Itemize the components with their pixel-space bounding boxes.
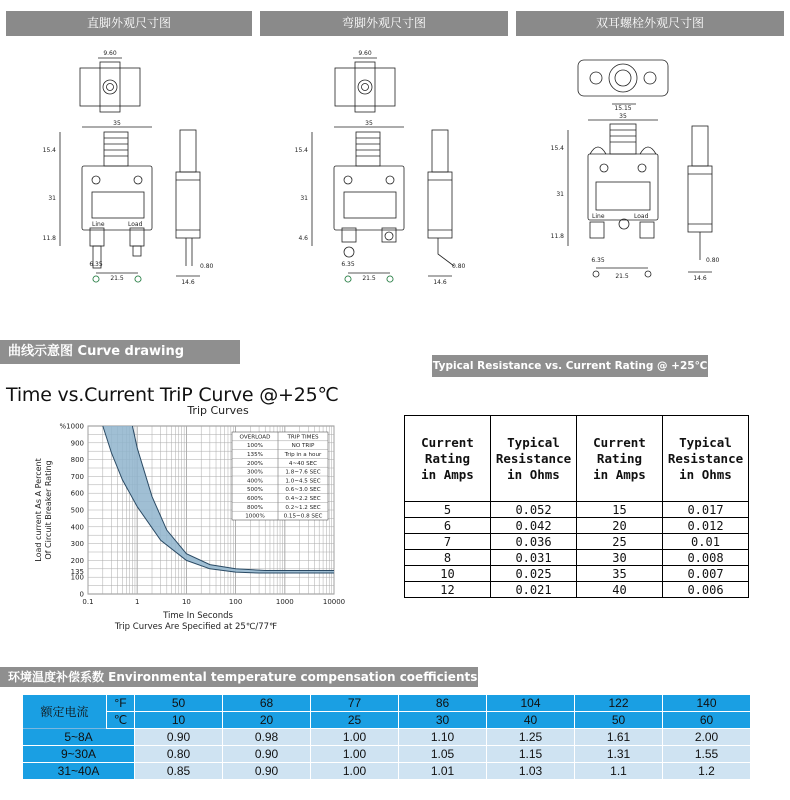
table-cell: 5 — [405, 502, 491, 518]
dim-label: 14.6 — [181, 279, 195, 286]
dim-label: 4.6 — [298, 235, 308, 242]
dim-label: 21.5 — [362, 275, 376, 282]
table-cell: 40 — [577, 582, 663, 598]
trip-time-cell: 0.6~3.0 SEC — [285, 487, 321, 494]
table-cell: 0.021 — [491, 582, 577, 598]
env-row-fahrenheit — [23, 695, 751, 712]
x-tick-label: 1000 — [275, 598, 294, 606]
dim-label: 15.4 — [294, 147, 308, 154]
drawing-straight — [60, 58, 200, 282]
header-cell: Typical Resistance in Ohms — [663, 416, 749, 502]
table-cell: 68 — [223, 695, 311, 712]
table-cell: 30 — [399, 712, 487, 729]
trip-time-cell: 0.15~0.8 SEC — [283, 513, 323, 520]
table-cell: 0.012 — [663, 518, 749, 534]
y-tick-label: 900 — [70, 439, 84, 448]
dim-label: 15.4 — [550, 145, 564, 152]
table-cell: 1.00 — [311, 746, 399, 763]
dim-label: 0.80 — [706, 257, 720, 264]
header-cell: Current Rating in Amps — [577, 416, 663, 502]
unit-c: ℃ — [107, 712, 135, 729]
table-cell: 30 — [577, 550, 663, 566]
overload-cell: OVERLOAD — [239, 434, 271, 441]
dim-label: 35 — [619, 113, 627, 120]
env-row-celsius — [23, 712, 751, 729]
table-cell: 0.007 — [663, 566, 749, 582]
table-cell: 0.031 — [491, 550, 577, 566]
table-cell: 35 — [577, 566, 663, 582]
unit-f: °F — [107, 695, 135, 712]
y-tick-label: 135 — [70, 567, 84, 576]
row-label: 5~8A — [23, 729, 135, 746]
dim-label: 6.35 — [591, 257, 605, 264]
dim-label: 14.6 — [433, 279, 447, 286]
table-cell: 86 — [399, 695, 487, 712]
trip-curve-chart — [0, 402, 395, 642]
table-cell: 60 — [663, 712, 751, 729]
row-label: 31~40A — [23, 763, 135, 780]
dim-label: 6.35 — [341, 261, 355, 268]
table-cell: 1.25 — [487, 729, 575, 746]
dim-label: 9.60 — [358, 50, 372, 57]
header-bolt-ears: 双耳螺栓外观尺寸图 — [516, 11, 784, 36]
env-section-label: 环境温度补偿系数 Environmental temperature compensation coefficients — [0, 667, 478, 687]
y-tick-label: 300 — [70, 540, 84, 549]
table-row — [405, 534, 749, 550]
drawing-bent — [312, 58, 454, 282]
overload-cell: 135% — [247, 452, 263, 458]
load-label: Load — [128, 221, 143, 228]
dim-label: 0.80 — [452, 263, 466, 270]
table-cell: 25 — [577, 534, 663, 550]
overload-cell: 1000% — [245, 513, 265, 520]
table-cell: 0.85 — [135, 763, 223, 780]
table-cell: 1.10 — [399, 729, 487, 746]
trip-curve-svg — [0, 402, 395, 642]
dim-label: 15.15 — [614, 105, 632, 112]
y-tick-label: 100 — [70, 573, 84, 582]
line-label: Line — [592, 213, 605, 220]
table-cell: 0.017 — [663, 502, 749, 518]
table-cell: 1.61 — [575, 729, 663, 746]
overload-cell: 800% — [247, 504, 263, 511]
table-row — [405, 582, 749, 598]
overload-cell: 200% — [247, 460, 263, 467]
dim-label: 21.5 — [615, 273, 629, 280]
table-cell: 6 — [405, 518, 491, 534]
table-cell: 7 — [405, 534, 491, 550]
resistance-title: Typical Resistance vs. Current Rating @ +25℃ — [432, 355, 708, 377]
table-row — [23, 746, 751, 763]
table-cell: 50 — [135, 695, 223, 712]
table-cell: 50 — [575, 712, 663, 729]
table-cell: 0.025 — [491, 566, 577, 582]
x-tick-label: 1 — [134, 598, 140, 606]
table-cell: 140 — [663, 695, 751, 712]
dim-label: 15.4 — [42, 147, 56, 154]
table-cell: 0.008 — [663, 550, 749, 566]
y-tick-label: 600 — [70, 489, 84, 498]
dim-label: 11.8 — [550, 233, 564, 240]
row-label: 9~30A — [23, 746, 135, 763]
overload-cell: 400% — [247, 478, 263, 485]
table-row — [405, 566, 749, 582]
table-cell: 15 — [577, 502, 663, 518]
table-cell: 10 — [135, 712, 223, 729]
chart-note: Trip Curves Are Specified at 25℃/77℉ — [114, 622, 278, 632]
header-cell: Typical Resistance in Ohms — [491, 416, 577, 502]
x-tick-label: 10000 — [322, 598, 346, 606]
table-cell: 0.01 — [663, 534, 749, 550]
table-cell: 8 — [405, 550, 491, 566]
chart-title: Time vs.Current TriP Curve @+25℃ — [6, 384, 339, 406]
y-tick-label: 0 — [79, 590, 84, 599]
table-cell: 1.05 — [399, 746, 487, 763]
table-cell: 1.00 — [311, 729, 399, 746]
table-cell: 1.00 — [311, 763, 399, 780]
trip-time-cell: NO TRIP — [291, 443, 315, 450]
table-cell: 1.55 — [663, 746, 751, 763]
overload-cell: 500% — [247, 487, 263, 494]
table-cell: 10 — [405, 566, 491, 582]
table-cell: 0.90 — [223, 746, 311, 763]
trip-time-cell: TRIP TIMES — [287, 434, 319, 441]
table-cell: 0.80 — [135, 746, 223, 763]
table-cell: 25 — [311, 712, 399, 729]
polarity-markers — [93, 276, 393, 282]
table-cell: 0.006 — [663, 582, 749, 598]
header-straight-pins: 直脚外观尺寸图 — [6, 11, 252, 36]
table-cell: 20 — [223, 712, 311, 729]
trip-time-cell: 4~40 SEC — [288, 460, 318, 467]
resistance-table — [404, 415, 749, 598]
y-tick-label: %1000 — [59, 422, 84, 431]
y-tick-label: 200 — [70, 556, 84, 565]
table-cell: 12 — [405, 582, 491, 598]
chart-subtitle: Trip Curves — [187, 404, 249, 417]
x-tick-label: 0.1 — [82, 598, 94, 606]
dim-label: 31 — [300, 195, 308, 202]
dim-label: 31 — [48, 195, 56, 202]
table-row — [405, 518, 749, 534]
table-row — [405, 550, 749, 566]
dim-label: 14.6 — [693, 275, 707, 282]
dim-label: 11.8 — [42, 235, 56, 242]
trip-time-cell: 1.8~7.6 SEC — [285, 469, 321, 476]
env-table — [22, 694, 751, 780]
table-cell: 1.1 — [575, 763, 663, 780]
table-cell: 0.042 — [491, 518, 577, 534]
dimension-drawings — [0, 40, 790, 290]
table-cell: 1.01 — [399, 763, 487, 780]
overload-cell: 100% — [247, 443, 263, 450]
table-cell: 77 — [311, 695, 399, 712]
x-axis-label: Time In Seconds — [163, 611, 233, 621]
table-cell: 1.2 — [663, 763, 751, 780]
table-row — [23, 763, 751, 780]
dim-label: 35 — [365, 120, 373, 127]
dim-label: 31 — [556, 191, 564, 198]
header-bent-pins: 弯脚外观尺寸图 — [260, 11, 508, 36]
x-tick-label: 10 — [181, 598, 191, 606]
table-cell: 20 — [577, 518, 663, 534]
overload-cell: 600% — [247, 496, 263, 502]
y-axis-label: Load current As A PercentOf Circuit Breaker Rating — [34, 458, 53, 562]
y-tick-label: 700 — [70, 472, 84, 481]
table-cell: 2.00 — [663, 729, 751, 746]
table-cell: 0.98 — [223, 729, 311, 746]
table-cell: 1.15 — [487, 746, 575, 763]
overload-cell: 300% — [247, 469, 263, 476]
table-cell: 0.90 — [223, 763, 311, 780]
table-cell: 0.052 — [491, 502, 577, 518]
trip-time-cell: 0.2~1.2 SEC — [285, 504, 321, 511]
header-cell: Current Rating in Amps — [405, 416, 491, 502]
table-cell: 0.90 — [135, 729, 223, 746]
table-cell: 0.036 — [491, 534, 577, 550]
dim-label: 9.60 — [103, 50, 117, 57]
dim-label: 21.5 — [110, 275, 124, 282]
load-label: Load — [634, 213, 649, 220]
line-label: Line — [92, 221, 105, 228]
trip-time-cell: 0.4~2.2 SEC — [285, 496, 321, 502]
table-cell: 122 — [575, 695, 663, 712]
table-row — [23, 729, 751, 746]
y-tick-label: 400 — [70, 523, 84, 532]
y-tick-label: 800 — [70, 456, 84, 465]
drawing-bolt — [568, 60, 712, 277]
rated-current-label: 额定电流 — [23, 695, 107, 729]
dim-label: 0.80 — [200, 263, 214, 270]
table-cell: 1.03 — [487, 763, 575, 780]
table-cell: 104 — [487, 695, 575, 712]
y-tick-label: 500 — [70, 506, 84, 515]
trip-time-cell: 1.0~4.5 SEC — [285, 478, 321, 485]
x-tick-label: 100 — [228, 598, 243, 606]
table-cell: 1.31 — [575, 746, 663, 763]
trip-time-cell: Trip in a hour — [284, 452, 322, 458]
dim-label: 6.35 — [89, 261, 103, 268]
table-cell: 40 — [487, 712, 575, 729]
resistance-header-row — [405, 416, 749, 502]
dim-label: 35 — [113, 120, 121, 127]
table-row — [405, 502, 749, 518]
curve-section-label: 曲线示意图 Curve drawing — [0, 340, 240, 364]
